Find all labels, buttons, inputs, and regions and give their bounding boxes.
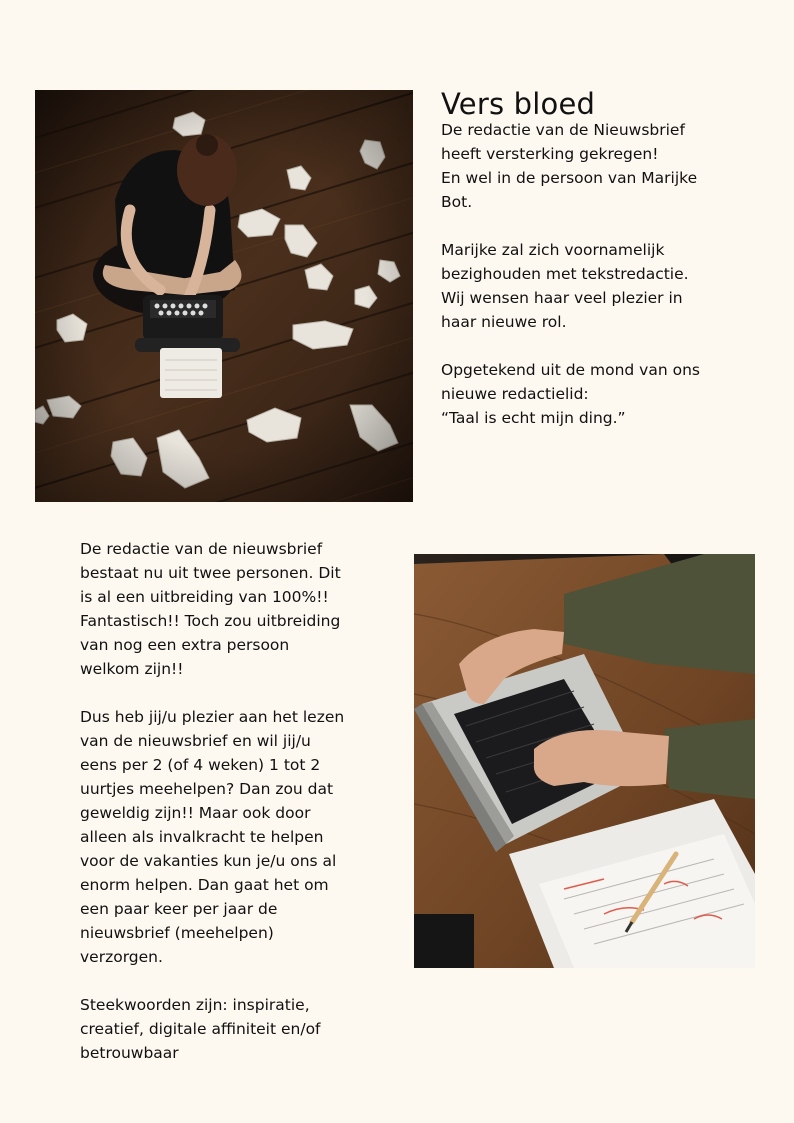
intro-paragraph: De redactie van de Nieuwsbrief heeft versterking gekregen! En wel in de persoon van Marijke Bot. Marijke zal zich voornamelijk bezighouden met tekstredactie. Wij wensen haar veel plezier in haar nieuwe rol. Opgetekend uit de mond van ons nieuwe redactielid: “Taal is echt mijn ding.” xyxy=(441,121,700,427)
typewriter-photo xyxy=(35,90,413,502)
laptop-photo xyxy=(414,554,755,968)
body-paragraph: De redactie van de nieuwsbrief bestaat nu uit twee personen. Dit is al een uitbreiding van 100%!! Fantastisch!! Toch zou uitbreiding van nog een extra persoon welkom zijn!! Dus heb jij/u plezier aan het lezen van de nieuwsbrief en wil jij/u eens per 2 (of 4 weken) 1 tot 2 uurtjes meehelpen? Dan zou dat geweldig zijn!! Maar ook door alleen als invalkracht te helpen voor de vakanties kun je/u ons al enorm helpen. Dan gaat het om een paar keer per jaar de nieuwsbrief (meehelpen) verzorgen. Steekwoorden zijn: inspiratie, creatief, digitale affiniteit en/of betrouwbaar xyxy=(80,540,345,1062)
article-title: Vers bloed xyxy=(441,87,596,122)
